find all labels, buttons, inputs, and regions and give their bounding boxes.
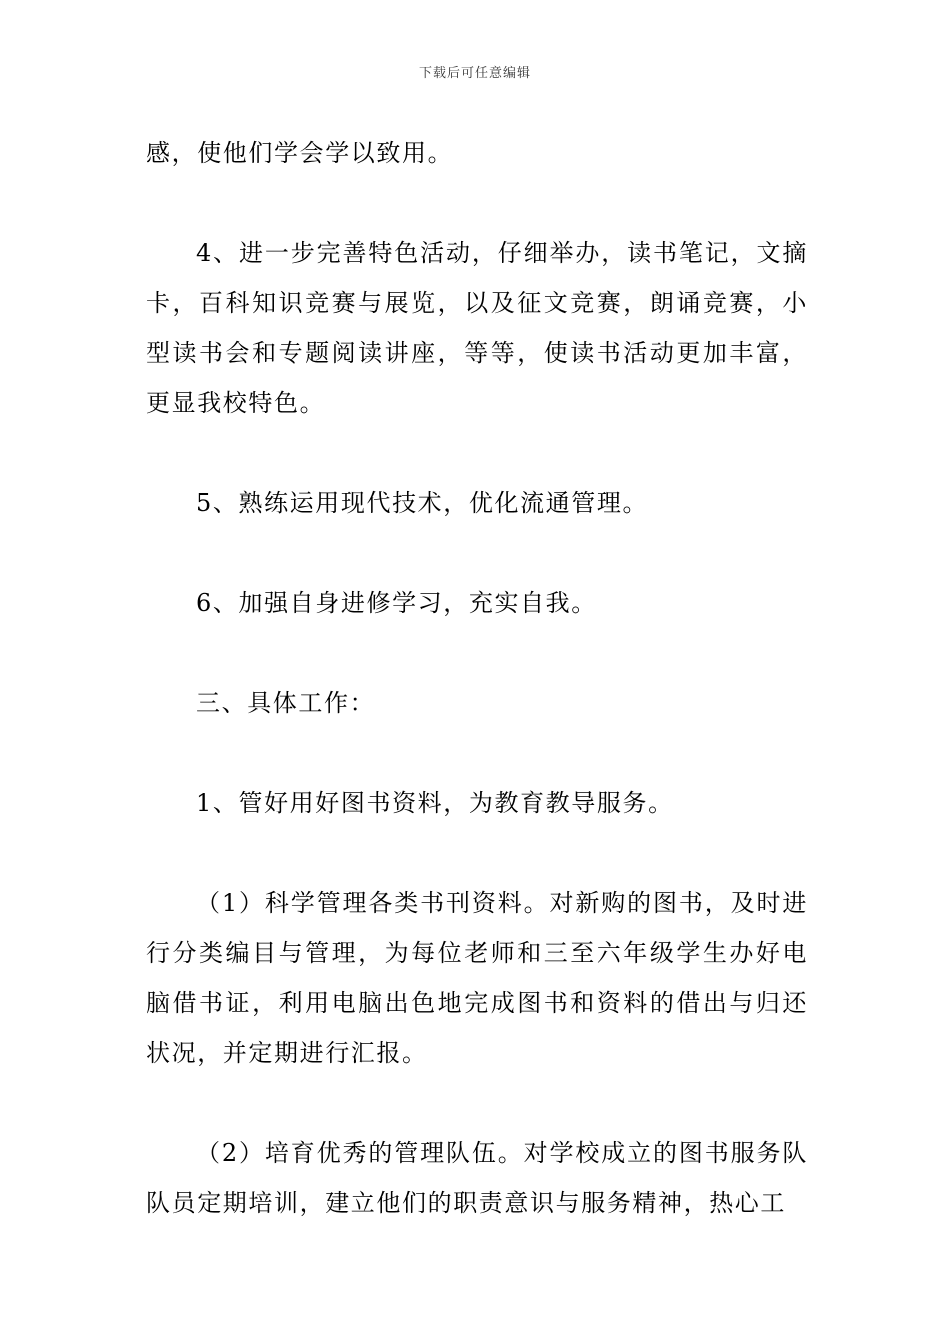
paragraph: （2）培育优秀的管理队伍。对学校成立的图书服务队队员定期培训，建立他们的职责意识与服务精神，热心工 (146, 1139, 808, 1217)
paragraph-gap (146, 828, 808, 878)
paragraph: 感，使他们学会学以致用。 (146, 139, 454, 167)
document-body (146, 128, 808, 1228)
paragraph-gap (146, 178, 808, 228)
paragraph: （1）科学管理各类书刊资料。对新购的图书，及时进行分类编目与管理，为每位老师和三至六年级学生办好电脑借书证，利用电脑出色地完成图书和资料的借出与归还状况，并定期进行汇报。 (146, 889, 808, 1067)
paragraph-gap (146, 528, 808, 578)
paragraph: 1、管好用好图书资料，为教育教导服务。 (196, 789, 674, 817)
paragraph-gap (146, 1078, 808, 1128)
paragraph-gap (146, 728, 808, 778)
paragraph-gap (146, 428, 808, 478)
page-header: 下载后可任意编辑 (418, 66, 531, 81)
paragraph: 4、进一步完善特色活动，仔细举办，读书笔记，文摘卡，百科知识竞赛与展览，以及征文竞赛，朗诵竞赛，小型读书会和专题阅读讲座，等等，使读书活动更加丰富，更显我校特色。 (146, 239, 808, 417)
paragraph: 5、熟练运用现代技术，优化流通管理。 (196, 489, 649, 517)
paragraph-gap (146, 628, 808, 678)
paragraph: 6、加强自身进修学习，充实自我。 (196, 589, 597, 617)
section-heading: 三、具体工作： (196, 689, 376, 717)
